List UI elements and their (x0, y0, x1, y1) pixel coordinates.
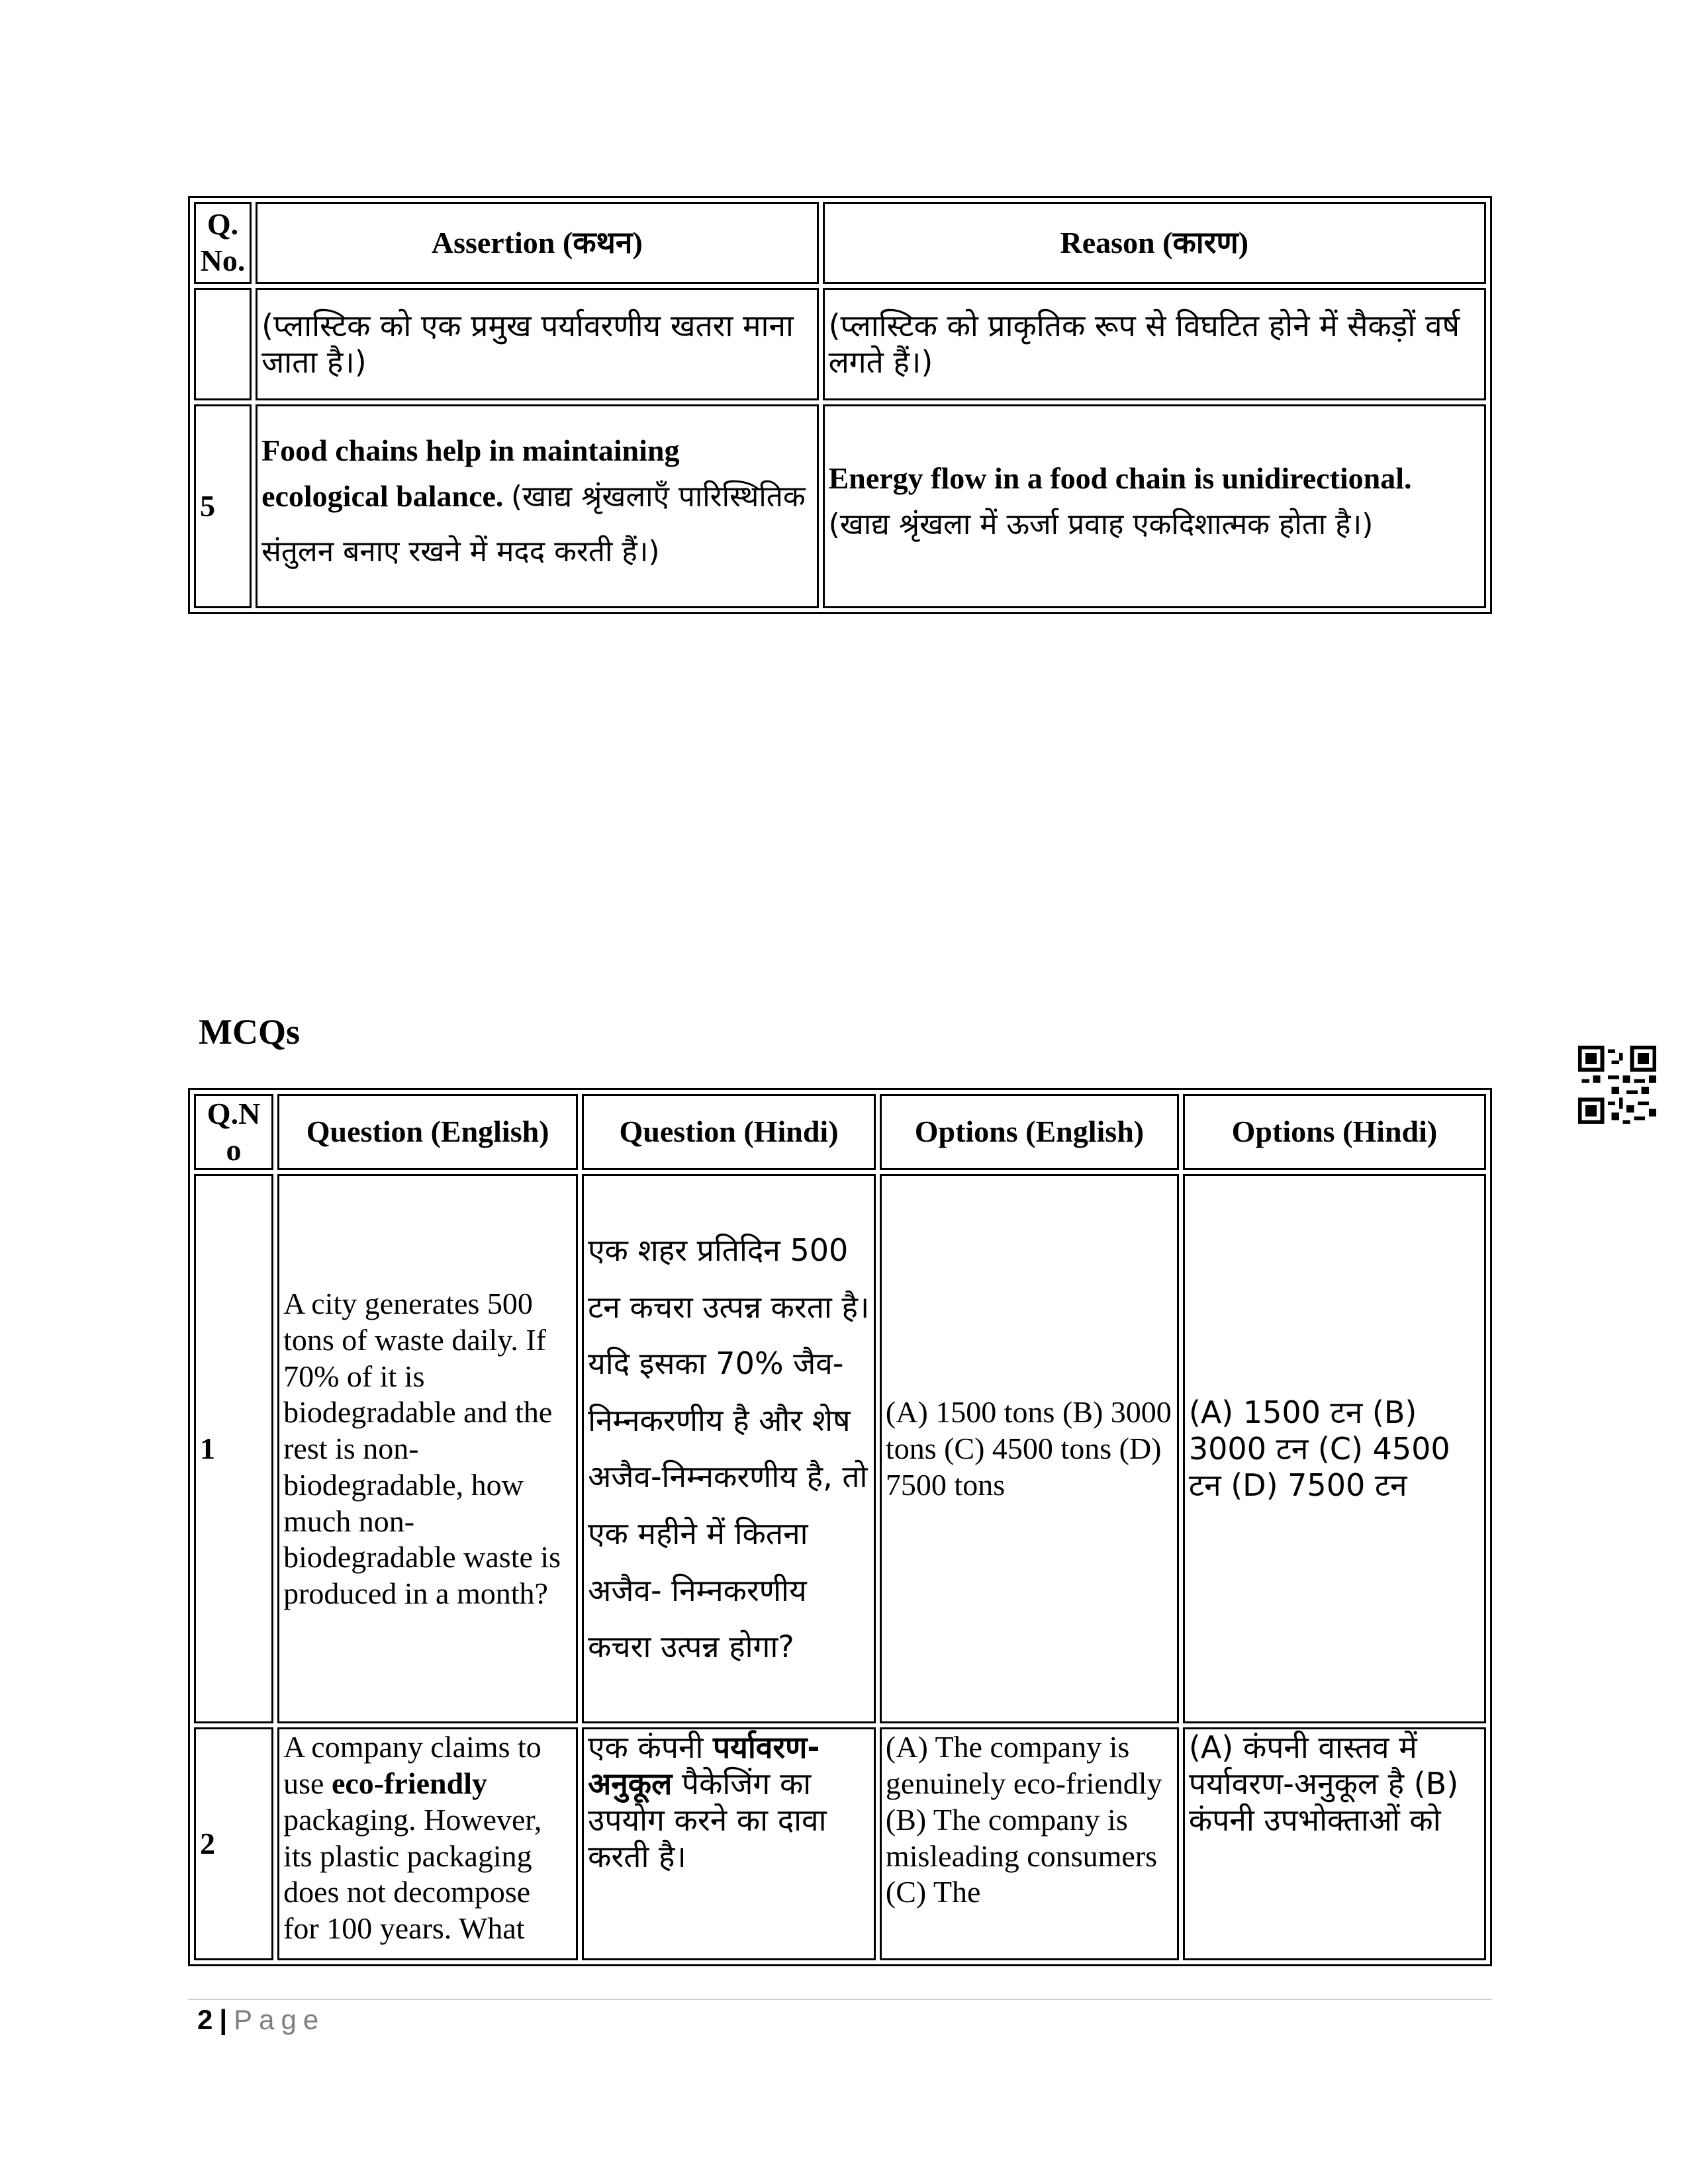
page-number: 2 (197, 2004, 213, 2035)
question-english-part1: A company claims to use (283, 1730, 541, 1801)
qr-code-icon (1578, 1046, 1656, 1124)
table-header-row (194, 202, 1486, 284)
question-english-bold: eco-friendly (331, 1766, 487, 1801)
reason-hindi: (प्लास्टिक को प्राकृतिक रूप से विघटित होने में सैकड़ों वर्ष लगते हैं।) (828, 308, 1460, 380)
header-reason: Reason (कारण) (823, 202, 1486, 284)
question-hindi-bold: पर्यावरण-अनुकूल (588, 1729, 820, 1802)
header-options-english: Options (English) (880, 1094, 1179, 1170)
reason-cell (823, 404, 1486, 608)
row-qno: 5 (194, 404, 252, 608)
mcq-section-title: MCQs (199, 1012, 300, 1052)
question-english-cell (277, 1727, 578, 1960)
reason-hindi: (खाद्य श्रृंखला में ऊर्जा प्रवाह एकदिशात्मक होता है।) (828, 507, 1374, 541)
question-hindi-cell: एक शहर प्रतिदिन 500 टन कचरा उत्पन्न करता है। यदि इसका 70% जैव-निम्नकरणीय है और शेष अजैव-निम्नकरणीय है, तो एक महीने में कितना अजैव- निम्नकरणीय कचरा उत्पन्न होगा? (582, 1174, 876, 1723)
question-hindi-cell (582, 1727, 876, 1960)
header-question-hindi: Question (Hindi) (582, 1094, 876, 1170)
row-qno: 1 (194, 1174, 273, 1723)
assertion-cell (256, 288, 819, 400)
options-hindi-cell (1183, 1727, 1486, 1960)
assertion-hindi: (प्लास्टिक को एक प्रमुख पर्यावरणीय खतरा माना जाता है।) (261, 308, 794, 380)
header-assertion: Assertion (कथन) (256, 202, 819, 284)
assertion-hindi: (खाद्य श्रृंखलाएँ पारिस्थितिक संतुलन बनाए रखने में मदद करती हैं।) (261, 479, 806, 569)
mcq-table (188, 1088, 1492, 1966)
header-question-english: Question (English) (277, 1094, 578, 1170)
options-english-cell: (A) 1500 tons (B) 3000 tons (C) 4500 tons (D) 7500 tons (880, 1174, 1179, 1723)
table-row (194, 1174, 1486, 1723)
footer-divider (188, 1999, 1492, 2000)
assertion-reason-table (188, 196, 1492, 614)
question-hindi-part1: एक कंपनी (588, 1729, 714, 1766)
page-separator: | (219, 2004, 228, 2035)
options-english-text: (A) The company is genuinely eco-friendly (B) The company is misleading consumers (C) The (885, 1730, 1162, 1909)
header-qno: Q.No (194, 1094, 273, 1170)
assertion-cell (256, 404, 819, 608)
table-row (194, 1727, 1486, 1960)
header-options-hindi: Options (Hindi) (1183, 1094, 1486, 1170)
reason-cell (823, 288, 1486, 400)
assertion-english: Food chains help in maintaining ecological balance. (261, 433, 680, 513)
reason-english: Energy flow in a food chain is unidirectional. (828, 461, 1412, 495)
question-hindi-text (588, 1729, 870, 1958)
table-header-row (194, 1094, 1486, 1170)
question-hindi-part2: पैकेजिंग का उपयोग करने का दावा करती है। (588, 1766, 827, 1874)
row-qno-text: 2 (200, 1827, 215, 1861)
options-hindi-cell: (A) 1500 टन (B) 3000 टन (C) 4500 टन (D) 7500 टन (1183, 1174, 1486, 1723)
options-english-cell (880, 1727, 1179, 1960)
row-qno (194, 288, 252, 400)
row-qno (194, 1727, 273, 1960)
options-hindi-text: (A) कंपनी वास्तव में पर्यावरण-अनुकूल है (B) कंपनी उपभोक्ताओं को (1188, 1729, 1459, 1838)
question-english-text (283, 1729, 572, 1958)
page-footer (197, 2004, 325, 2036)
header-qno: Q. No. (194, 202, 252, 284)
table-row (194, 288, 1486, 400)
question-english-part2: packaging. However, its plastic packaging does not decompose for 100 years. What (283, 1802, 542, 1946)
page-label: Page (234, 2004, 326, 2035)
question-english-cell: A city generates 500 tons of waste daily. If 70% of it is biodegradable and the rest is non-biodegradable, how much non-biodegradable waste is produced in a month? (277, 1174, 578, 1723)
table-row (194, 404, 1486, 608)
